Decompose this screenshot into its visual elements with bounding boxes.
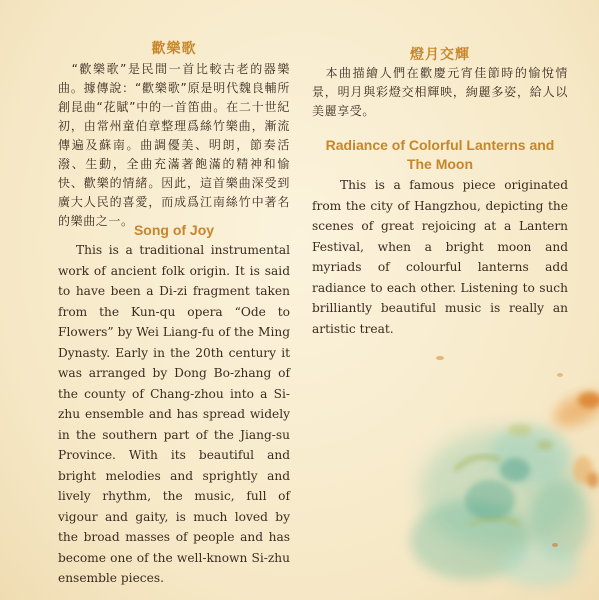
- en-title-lanterns-moon: Radiance of Colorful Lanterns and The Moon: [325, 137, 555, 172]
- en-title-song-of-joy: Song of Joy: [133, 222, 215, 238]
- zh-body-song-of-joy: “歡樂歌”是民間一首比較古老的器樂曲。據傳說：“歡樂歌”原是明代魏良輔所創昆曲“花賦”中的一首笛曲。在二十世紀初，由常州童伯章整理爲絲竹樂曲，漸流傳遍及蘇南。曲調優美、明朗，節奏活潑、生動，全曲充滿著飽滿的精神和愉快、歡樂的情緒。因此，這首樂曲深受到廣大人民的喜愛，而成爲江南絲竹中著名的樂曲之一。: [58, 62, 290, 228]
- zh-title-song-of-joy: 歡樂歌: [151, 41, 197, 57]
- teal-wash: [410, 425, 590, 587]
- en-body-lanterns-moon: This is a famous piece originated from the city of Hangzhou, depicting the scenes of great rejoicing at a Lantern Festival, when a bright moon and myriads of colourful lanterns add radiance to each other. Listening to such brilliantly beautiful music is really an artistic treat.: [312, 178, 568, 336]
- zh-body-lanterns-moon: 本曲描繪人們在歡慶元宵佳節時的愉悅情景，明月與彩燈交相輝映，絢麗多姿，給人以美麗享受。: [312, 66, 568, 118]
- foliage-strokes: [455, 424, 553, 525]
- orange-lantern-blotches: [436, 356, 599, 547]
- en-body-song-of-joy: This is a traditional instrumental work of ancient folk origin. It is said to have been a Di-zi fragment taken from the Kun-qu opera “Ode to Flowers” by Wei Liang-fu of the Ming Dynasty. Early in the 20th century it was arranged by Dong Bo-zhang of the county of Chang-zhou into a Si-zhu ensemble and has spread widely in the southern part of the Jiang-su Province. With its beautiful and bright melodies and sprightly and lively rhythm, the music, full of vigour and gaity, is much loved by the broad masses of people and has become one of the well-known Si-zhu ensemble pieces.: [58, 243, 290, 585]
- zh-title-lanterns-moon: 燈月交輝: [410, 47, 470, 63]
